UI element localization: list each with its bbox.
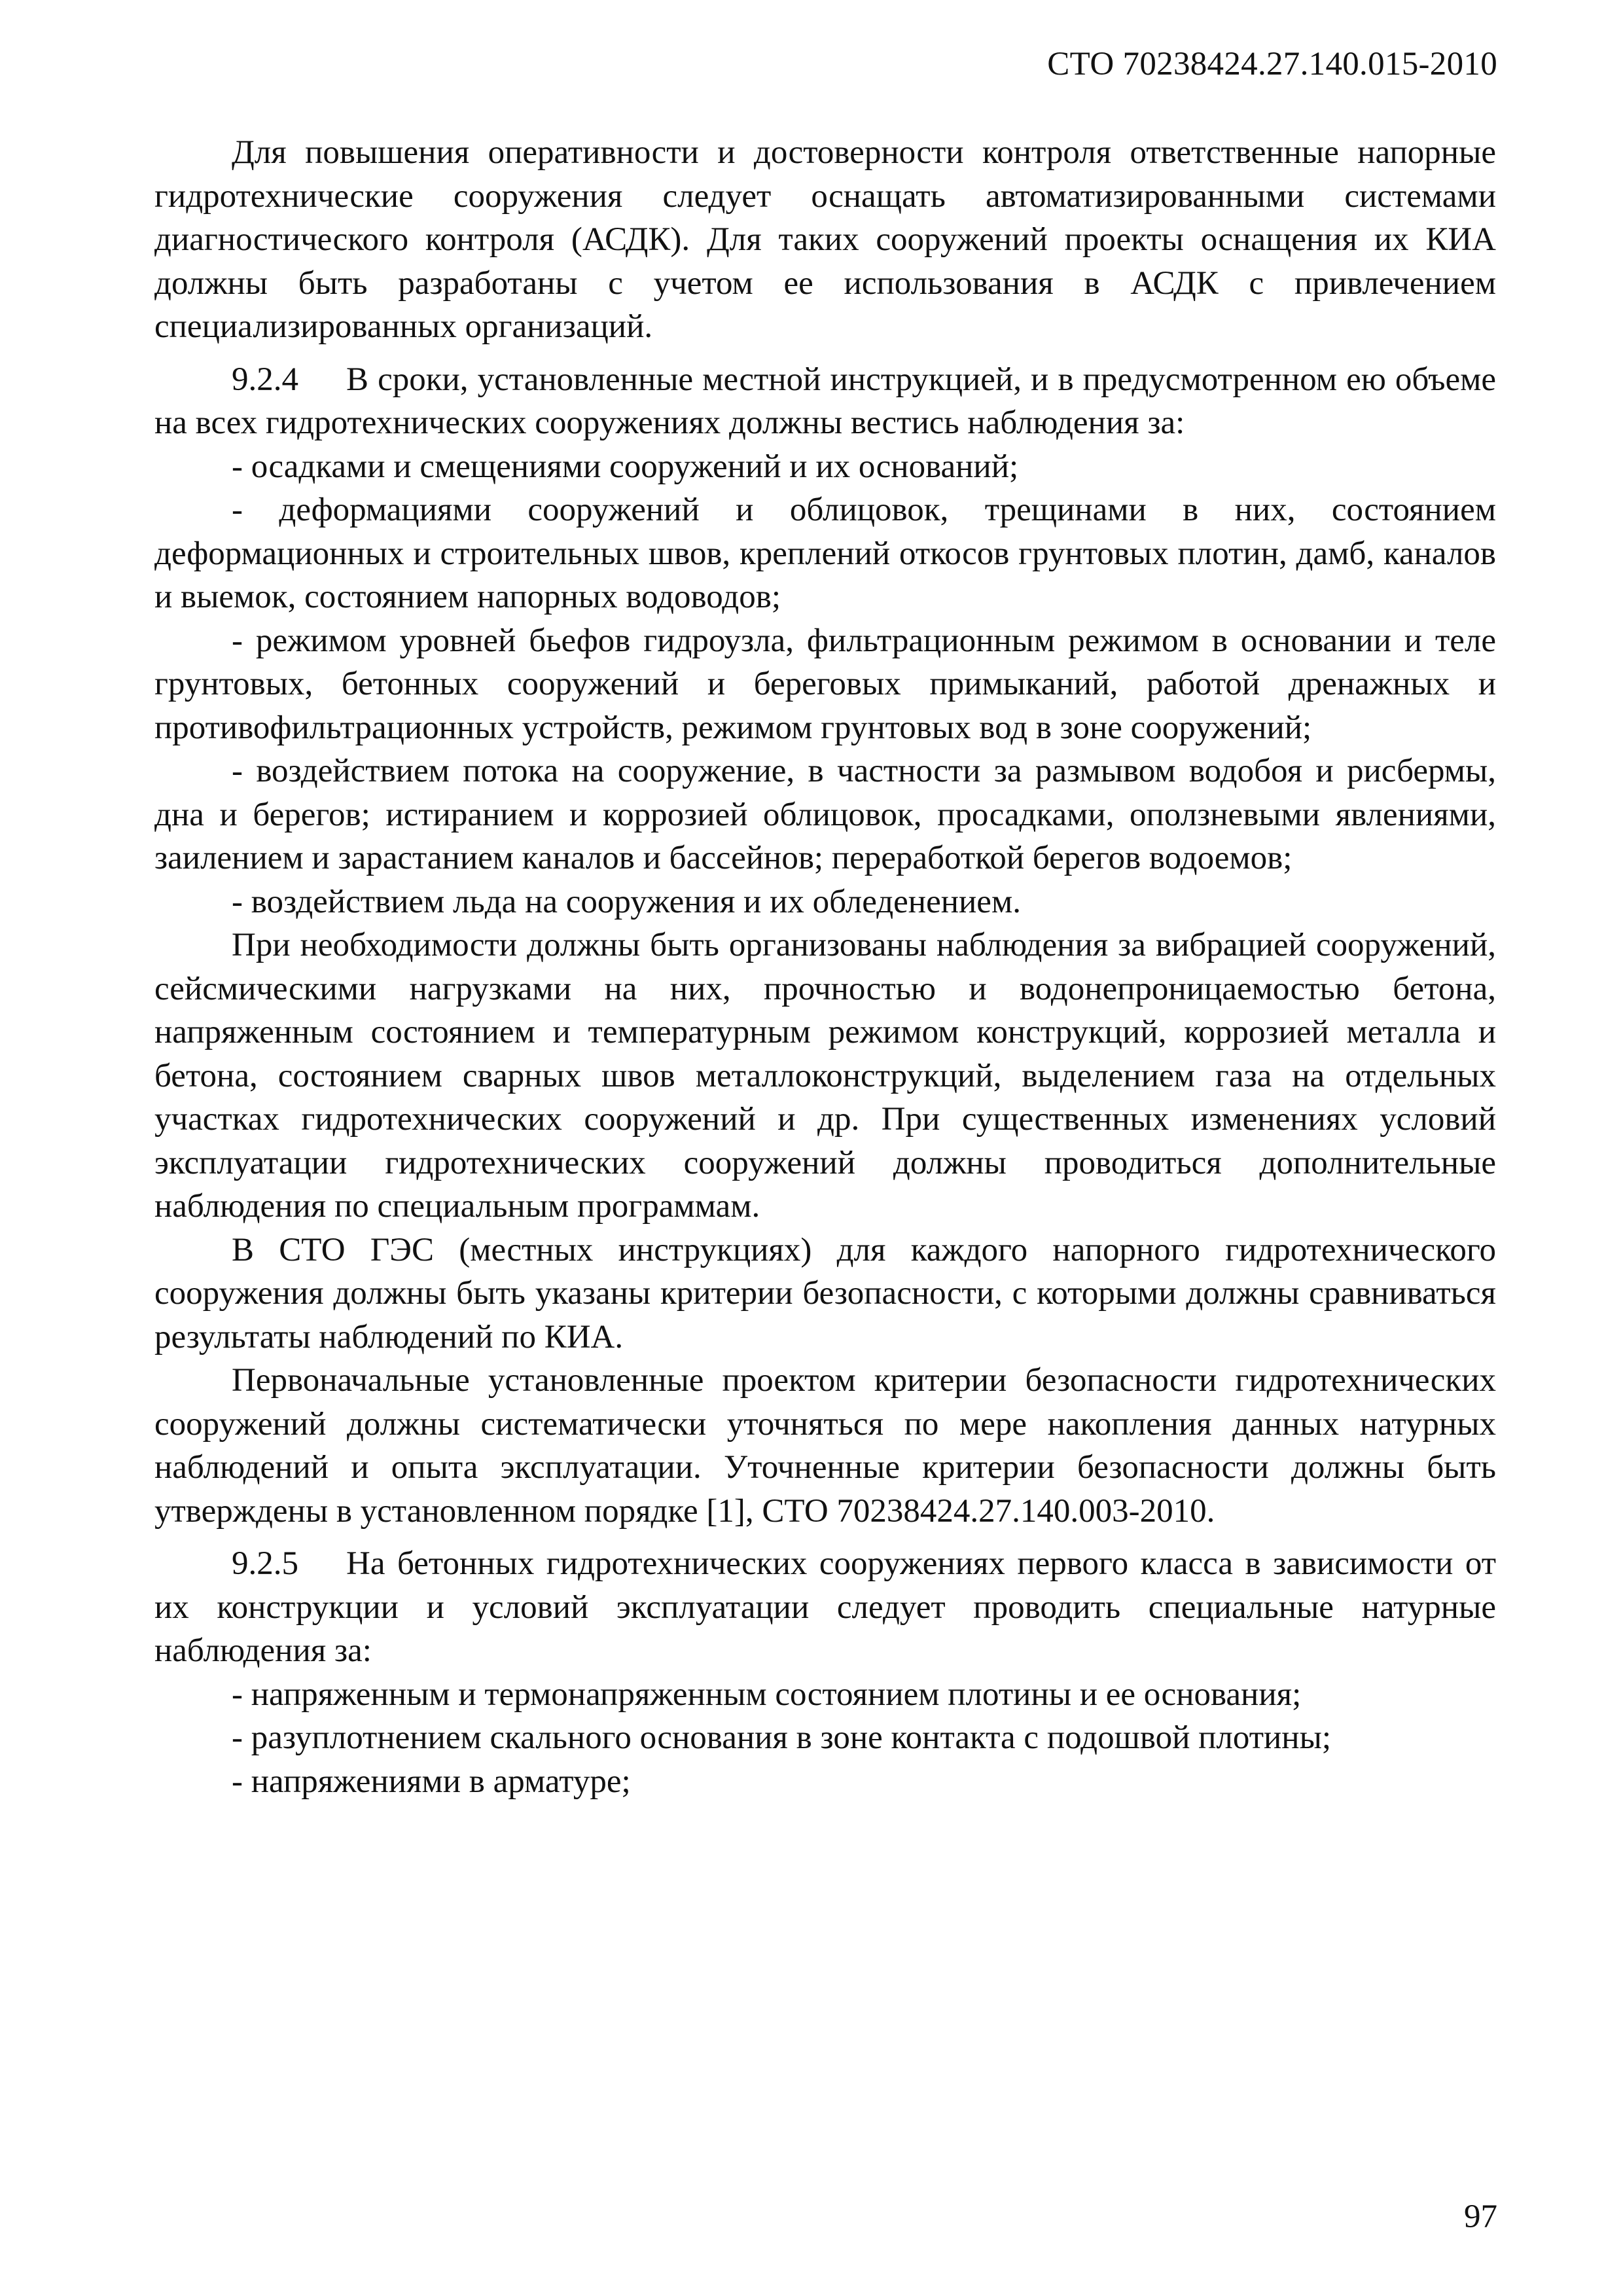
section-number: 9.2.4 <box>232 361 298 398</box>
list-item: - напряжениями в арматуре; <box>232 1763 631 1800</box>
paragraph-criteria-refinement: Первоначальные установленные проектом критерии безопасности гидротехнических сооружений должны систематически уточняться по мере накопления данных натурных наблюдений и опыта эксплуатации. Уточненные критерии безопасности должны быть утверждены в установленном порядке [1], СТО 70238424.27.140.003-2010. <box>154 1362 1496 1530</box>
page-number: 97 <box>1464 2198 1497 2235</box>
section-9-2-4 <box>154 358 1496 445</box>
list-item: - режимом уровней бьефов гидроузла, фильтрационным режимом в основании и теле грунтовых, бетонных сооружений и береговых примыканий, работой дренажных и противофильтрационных устройств, режимом грунтовых вод в зоне сооружений; <box>154 622 1496 746</box>
list-item: - осадками и смещениями сооружений и их оснований; <box>232 448 1019 485</box>
list-item: - разуплотнением скального основания в зоне контакта с подошвой плотины; <box>232 1719 1332 1756</box>
paragraph-asdk: Для повышения оперативности и достоверности контроля ответственные напорные гидротехнические сооружения следует оснащать автоматизированными системами диагностического контроля (АСДК). Для таких сооружений проекты оснащения их КИА должны быть разработаны с учетом ее использования в АСДК с привлечением специализированных организаций. <box>154 134 1496 345</box>
section-text: В сроки, установленные местной инструкцией, и в предусмотренном ею объеме на всех гидротехнических сооружениях должны вестись наблюдения за: <box>154 361 1496 441</box>
section-9-2-5 <box>154 1542 1496 1673</box>
list-item: - воздействием потока на сооружение, в частности за размывом водобоя и рисбермы, дна и берегов; истиранием и коррозией облицовок, просадками, оползневыми явлениями, заилением и зарастанием каналов и бассейнов; переработкой берегов водоемов; <box>154 753 1496 876</box>
list-item: - деформациями сооружений и облицовок, трещинами в них, состоянием деформационных и строительных швов, креплений откосов грунтовых плотин, дамб, каналов и выемок, состоянием напорных водоводов; <box>154 492 1496 615</box>
list-item: - воздействием льда на сооружения и их обледенением. <box>232 883 1021 920</box>
section-text: На бетонных гидротехнических сооружениях первого класса в зависимости от их конструкции и условий эксплуатации следует проводить специальные натурные наблюдения за: <box>154 1545 1496 1669</box>
list-item: - напряженным и термонапряженным состоянием плотины и ее основания; <box>232 1676 1302 1713</box>
page-body <box>154 131 1496 1803</box>
paragraph-safety-criteria: В СТО ГЭС (местных инструкциях) для каждого напорного гидротехнического сооружения должны быть указаны критерии безопасности, с которыми должны сравниваться результаты наблюдений по КИА. <box>154 1231 1496 1355</box>
section-number: 9.2.5 <box>232 1545 298 1582</box>
paragraph-additional-observations: При необходимости должны быть организованы наблюдения за вибрацией сооружений, сейсмическими нагрузками на них, прочностью и водонепроницаемостью бетона, напряженным состоянием и температурным режимом конструкций, коррозией металла и бетона, состоянием сварных швов металлоконструкций, выделением газа на отдельных участках гидротехнических сооружений и др. При существенных изменениях условий эксплуатации гидротехнических сооружений должны проводиться дополнительные наблюдения по специальным программам. <box>154 927 1496 1225</box>
document-code-header: СТО 70238424.27.140.015-2010 <box>1047 46 1497 82</box>
